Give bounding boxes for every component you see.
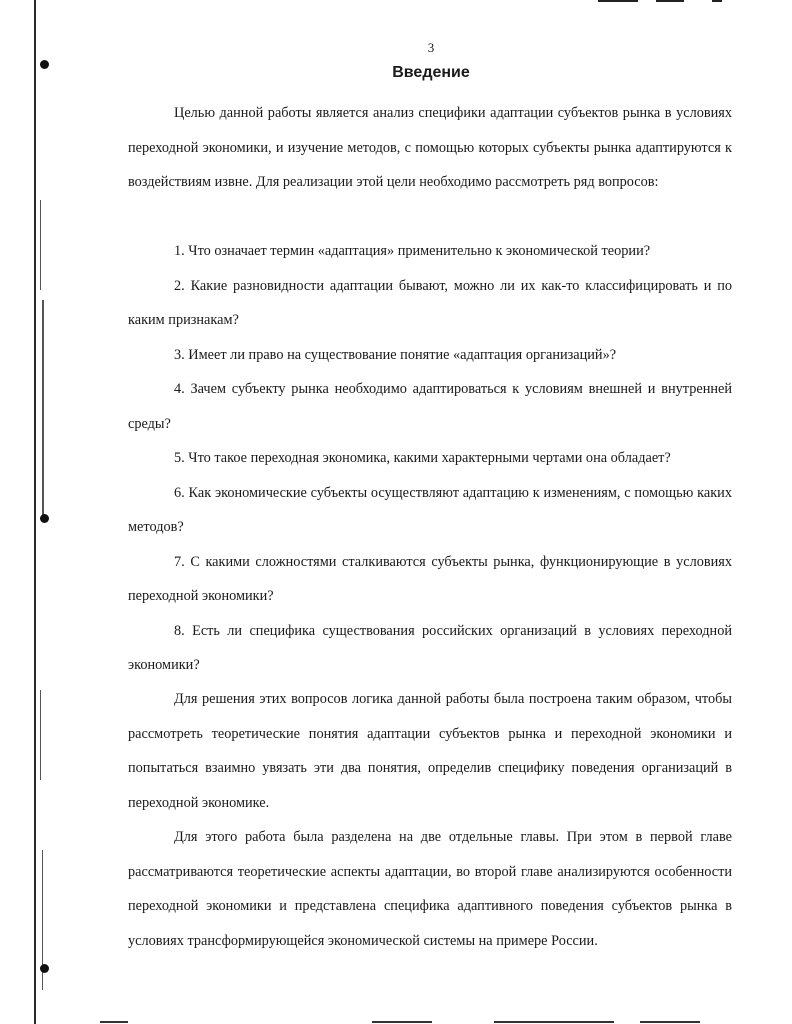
closing-block bbox=[128, 682, 732, 958]
scan-top-mark bbox=[712, 0, 722, 2]
body-paragraph: Для этого работа была разделена на две отдельные главы. При этом в первой главе рассматриваются теоретические аспекты адаптации, во второй главе анализируются особенности переходной экономики и представлена специфика адаптивного поведения субъектов рынка в условиях трансформирующейся экономической системы на примере России. bbox=[128, 829, 732, 949]
question-item: 1. Что означает термин «адаптация» применительно к экономической теории? bbox=[174, 243, 651, 259]
scan-bottom-mark bbox=[372, 1021, 432, 1023]
scan-top-mark bbox=[598, 0, 638, 2]
scan-bottom-mark bbox=[494, 1021, 614, 1023]
scan-bottom-mark bbox=[100, 1021, 128, 1023]
question-item: 4. Зачем субъекту рынка необходимо адаптироваться к условиям внешней и внутренней среды? bbox=[128, 381, 732, 432]
punch-hole bbox=[40, 514, 49, 523]
question-item: 6. Как экономические субъекты осуществляют адаптацию к изменениям, с помощью каких методов? bbox=[128, 484, 732, 535]
question-item: 7. С какими сложностями сталкиваются субъекты рынка, функционирующие в условиях переходной экономики? bbox=[128, 553, 732, 604]
punch-hole bbox=[40, 964, 49, 973]
question-item: 5. Что такое переходная экономика, какими характерными чертами она обладает? bbox=[174, 450, 671, 466]
page-number: 3 bbox=[427, 40, 435, 55]
scan-edge-mark bbox=[40, 690, 41, 780]
scan-edge-mark bbox=[40, 200, 41, 290]
body-paragraph: Для решения этих вопросов логика данной работы была построена таким образом, чтобы рассмотреть теоретические понятия адаптации субъектов рынка и переходной экономики и попытаться взаимно увязать эти два понятия, определив специфику поведения организаций в переходной экономике. bbox=[128, 691, 732, 811]
question-item: 2. Какие разновидности адаптации бывают, можно ли их как-то классифицировать и по каким признакам? bbox=[128, 277, 732, 328]
scan-top-mark bbox=[656, 0, 684, 2]
question-item: 8. Есть ли специфика существования российских организаций в условиях переходной экономики? bbox=[128, 622, 732, 673]
scan-edge-mark bbox=[42, 300, 44, 520]
scan-bottom-mark bbox=[640, 1021, 700, 1023]
question-item: 3. Имеет ли право на существование понятие «адаптация организаций»? bbox=[174, 346, 617, 363]
scan-edge-line bbox=[34, 0, 36, 1024]
intro-paragraph: Целью данной работы является анализ специфики адаптации субъектов рынка в условиях переходной экономики, и изучение методов, с помощью которых субъекты рынка адаптируются к воздействиям извне. Для реализации этой цели необходимо рассмотреть ряд вопросов: bbox=[128, 105, 732, 190]
page-title: Введение bbox=[392, 64, 470, 81]
intro-block bbox=[128, 96, 732, 200]
questions-list bbox=[128, 234, 732, 683]
